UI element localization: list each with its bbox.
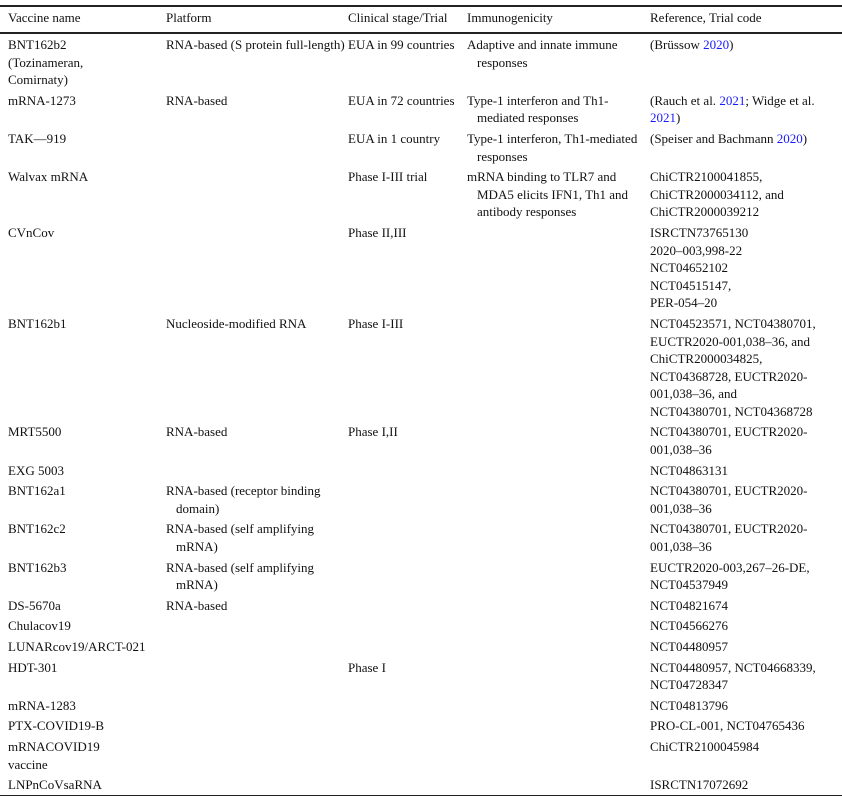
vaccine-table — [0, 5, 842, 796]
reference-text: NCT04566276 — [650, 618, 728, 634]
platform-cell: Nucleoside-modified RNA — [166, 315, 307, 331]
reference-text: ChiCTR2100045984 — [650, 738, 760, 754]
clinical-stage-cell: Phase II,III — [348, 224, 407, 240]
reference-text: ) — [802, 130, 808, 146]
vaccine-name-cell: HDT-301 — [8, 659, 58, 675]
clinical-stage-cell — [348, 774, 467, 795]
platform-cell — [166, 657, 348, 695]
table-row — [0, 313, 842, 422]
reference-text: NCT04480957 — [650, 639, 728, 654]
reference-cell — [650, 595, 842, 616]
reference-text: (Rauch et al. — [650, 92, 720, 108]
platform-cell: RNA-based (receptor binding domain) — [166, 483, 321, 516]
vaccine-name-cell: BNT162a1 — [8, 483, 66, 499]
platform-cell: RNA-based — [166, 597, 228, 613]
immunogenicity-cell — [467, 636, 650, 657]
vaccine-name-cell: MRT5500 — [8, 424, 62, 440]
vaccine-name-cell: mRNA-1273 — [8, 92, 76, 108]
table-row — [0, 774, 842, 795]
table-row — [0, 166, 842, 222]
platform-cell: RNA-based — [166, 92, 228, 108]
immunogenicity-cell — [467, 480, 650, 518]
header-platform: Platform — [166, 10, 212, 25]
platform-cell — [166, 166, 348, 222]
immunogenicity-cell — [467, 557, 650, 595]
reference-cell — [650, 222, 842, 313]
reference-text: NCT04380701, EUCTR2020- 001,038–36 — [650, 483, 808, 516]
vaccine-name-cell: LNPnCoVsaRNA — [8, 777, 102, 793]
reference-cell — [650, 636, 842, 657]
table-row — [0, 715, 842, 736]
immunogenicity-cell: Adaptive and innate immune responses — [467, 37, 618, 70]
platform-cell — [166, 222, 348, 313]
citation-year-link[interactable]: 2021 — [719, 92, 746, 108]
vaccine-name-cell: BNT162b3 — [8, 559, 67, 575]
immunogenicity-cell — [467, 774, 650, 795]
vaccine-name-cell: Walvax mRNA — [8, 169, 89, 185]
reference-text: ; Widge et al. — [745, 92, 815, 108]
reference-text: (Speiser and Bachmann — [650, 130, 777, 146]
clinical-stage-cell — [348, 615, 467, 636]
table-row — [0, 615, 842, 636]
reference-cell — [650, 774, 842, 795]
reference-text: ChiCTR2100041855, ChiCTR2000034112, and ChiCTR2000039212 — [650, 169, 784, 220]
clinical-stage-cell — [348, 695, 467, 716]
reference-cell — [650, 695, 842, 716]
table-body — [0, 33, 842, 795]
vaccine-name-cell: mRNACOVID19 vaccine — [8, 738, 100, 772]
vaccine-name-cell: PTX-COVID19-B — [8, 718, 105, 734]
reference-cell — [650, 421, 842, 459]
immunogenicity-cell — [467, 421, 650, 459]
platform-cell — [166, 736, 348, 774]
clinical-stage-cell — [348, 557, 467, 595]
reference-text: NCT04480957, NCT04668339, NCT04728347 — [650, 659, 816, 693]
header-vaccine-name: Vaccine name — [8, 10, 81, 25]
clinical-stage-cell — [348, 460, 467, 481]
clinical-stage-cell — [348, 715, 467, 736]
clinical-stage-cell — [348, 518, 467, 556]
vaccine-name-cell: EXG 5003 — [8, 462, 64, 478]
reference-text: NCT04523571, NCT04380701, EUCTR2020-001,038–36, and ChiCTR2000034825, NCT04368728, EUCTR2020- 001,038–36, and NCT04380701, NCT04368728 — [650, 315, 816, 419]
table-row — [0, 480, 842, 518]
vaccine-name-cell: CVnCov — [8, 224, 55, 240]
immunogenicity-cell — [467, 595, 650, 616]
reference-text: ISRCTN73765130 2020–003,998-22 NCT04652102 NCT04515147, PER-054–20 — [650, 224, 749, 311]
citation-year-link[interactable]: 2020 — [776, 130, 803, 146]
reference-text: NCT04813796 — [650, 697, 728, 713]
vaccine-name-cell: TAK—919 — [8, 130, 67, 146]
immunogenicity-cell — [467, 222, 650, 313]
clinical-stage-cell: EUA in 72 countries — [348, 92, 455, 108]
clinical-stage-cell: EUA in 1 country — [348, 130, 441, 146]
citation-year-link[interactable]: 2020 — [703, 37, 730, 52]
reference-text: ISRCTN17072692 — [650, 777, 749, 793]
reference-cell — [650, 313, 842, 422]
citation-year-link[interactable]: 2021 — [650, 110, 676, 126]
reference-cell — [650, 128, 842, 166]
clinical-stage-cell — [348, 736, 467, 774]
reference-text: PRO-CL-001, NCT04765436 — [650, 718, 805, 734]
platform-cell: RNA-based (self amplifying mRNA) — [166, 521, 315, 555]
platform-cell — [166, 715, 348, 736]
table-row — [0, 595, 842, 616]
reference-text: NCT04863131 — [650, 462, 728, 478]
reference-cell — [650, 166, 842, 222]
vaccine-name-cell: LUNARcov19/ARCT-021 — [8, 639, 146, 654]
platform-cell: RNA-based (S protein full-length) — [166, 37, 345, 52]
immunogenicity-cell: mRNA binding to TLR7 and MDA5 elicits IFN1, Th1 and antibody responses — [467, 169, 629, 220]
platform-cell — [166, 615, 348, 636]
table-row — [0, 90, 842, 128]
vaccine-name-cell: Chulacov19 — [8, 618, 71, 634]
platform-cell — [166, 128, 348, 166]
table-row — [0, 421, 842, 459]
table-row — [0, 222, 842, 313]
immunogenicity-cell — [467, 313, 650, 422]
header-clinical-stage: Clinical stage/Trial — [348, 10, 448, 25]
reference-text: ) — [729, 37, 734, 52]
header-reference: Reference, Trial code — [650, 10, 762, 25]
platform-cell: RNA-based (self amplifying mRNA) — [166, 559, 315, 593]
table-row — [0, 736, 842, 774]
platform-cell — [166, 695, 348, 716]
reference-cell — [650, 33, 842, 90]
clinical-stage-cell: Phase I-III — [348, 315, 404, 331]
platform-cell — [166, 636, 348, 657]
reference-text: NCT04380701, EUCTR2020- 001,038–36 — [650, 424, 808, 458]
table-row — [0, 460, 842, 481]
reference-text: (Brüssow — [650, 37, 704, 52]
clinical-stage-cell: Phase I-III trial — [348, 169, 428, 185]
clinical-stage-cell — [348, 636, 467, 657]
table-row — [0, 695, 842, 716]
reference-cell — [650, 615, 842, 636]
table-row — [0, 657, 842, 695]
vaccine-name-cell: DS-5670a — [8, 597, 61, 613]
immunogenicity-cell — [467, 736, 650, 774]
immunogenicity-cell — [467, 715, 650, 736]
immunogenicity-cell — [467, 518, 650, 556]
table-row — [0, 518, 842, 556]
immunogenicity-cell: Type-1 interferon and Th1-mediated responses — [467, 92, 609, 126]
reference-cell — [650, 657, 842, 695]
clinical-stage-cell: Phase I — [348, 659, 386, 675]
immunogenicity-cell — [467, 657, 650, 695]
reference-text: NCT04821674 — [650, 597, 728, 613]
vaccine-name-cell: BNT162b2 (Tozinameran, Comirnaty) — [8, 37, 84, 88]
immunogenicity-cell — [467, 695, 650, 716]
platform-cell — [166, 774, 348, 795]
table-row — [0, 636, 842, 657]
clinical-stage-cell: EUA in 99 countries — [348, 37, 455, 52]
reference-cell — [650, 736, 842, 774]
vaccine-name-cell: BNT162c2 — [8, 521, 66, 537]
reference-cell — [650, 518, 842, 556]
table-row — [0, 557, 842, 595]
reference-cell — [650, 90, 842, 128]
platform-cell — [166, 460, 348, 481]
platform-cell: RNA-based — [166, 424, 228, 440]
clinical-stage-cell — [348, 480, 467, 518]
vaccine-name-cell: BNT162b1 — [8, 315, 67, 331]
reference-cell — [650, 715, 842, 736]
reference-cell — [650, 480, 842, 518]
reference-text: EUCTR2020-003,267–26-DE, NCT04537949 — [650, 559, 810, 593]
reference-cell — [650, 557, 842, 595]
reference-cell — [650, 460, 842, 481]
reference-text: NCT04380701, EUCTR2020- 001,038–36 — [650, 521, 808, 555]
table-header-row — [0, 6, 842, 33]
reference-text: ) — [676, 110, 681, 126]
immunogenicity-cell — [467, 615, 650, 636]
clinical-stage-cell — [348, 595, 467, 616]
vaccine-name-cell: mRNA-1283 — [8, 697, 76, 713]
table-row — [0, 128, 842, 166]
header-immunogenicity: Immunogenicity — [467, 10, 553, 25]
immunogenicity-cell — [467, 460, 650, 481]
table-row — [0, 33, 842, 90]
clinical-stage-cell: Phase I,II — [348, 424, 398, 440]
immunogenicity-cell: Type-1 interferon, Th1-mediated responses — [467, 130, 638, 164]
